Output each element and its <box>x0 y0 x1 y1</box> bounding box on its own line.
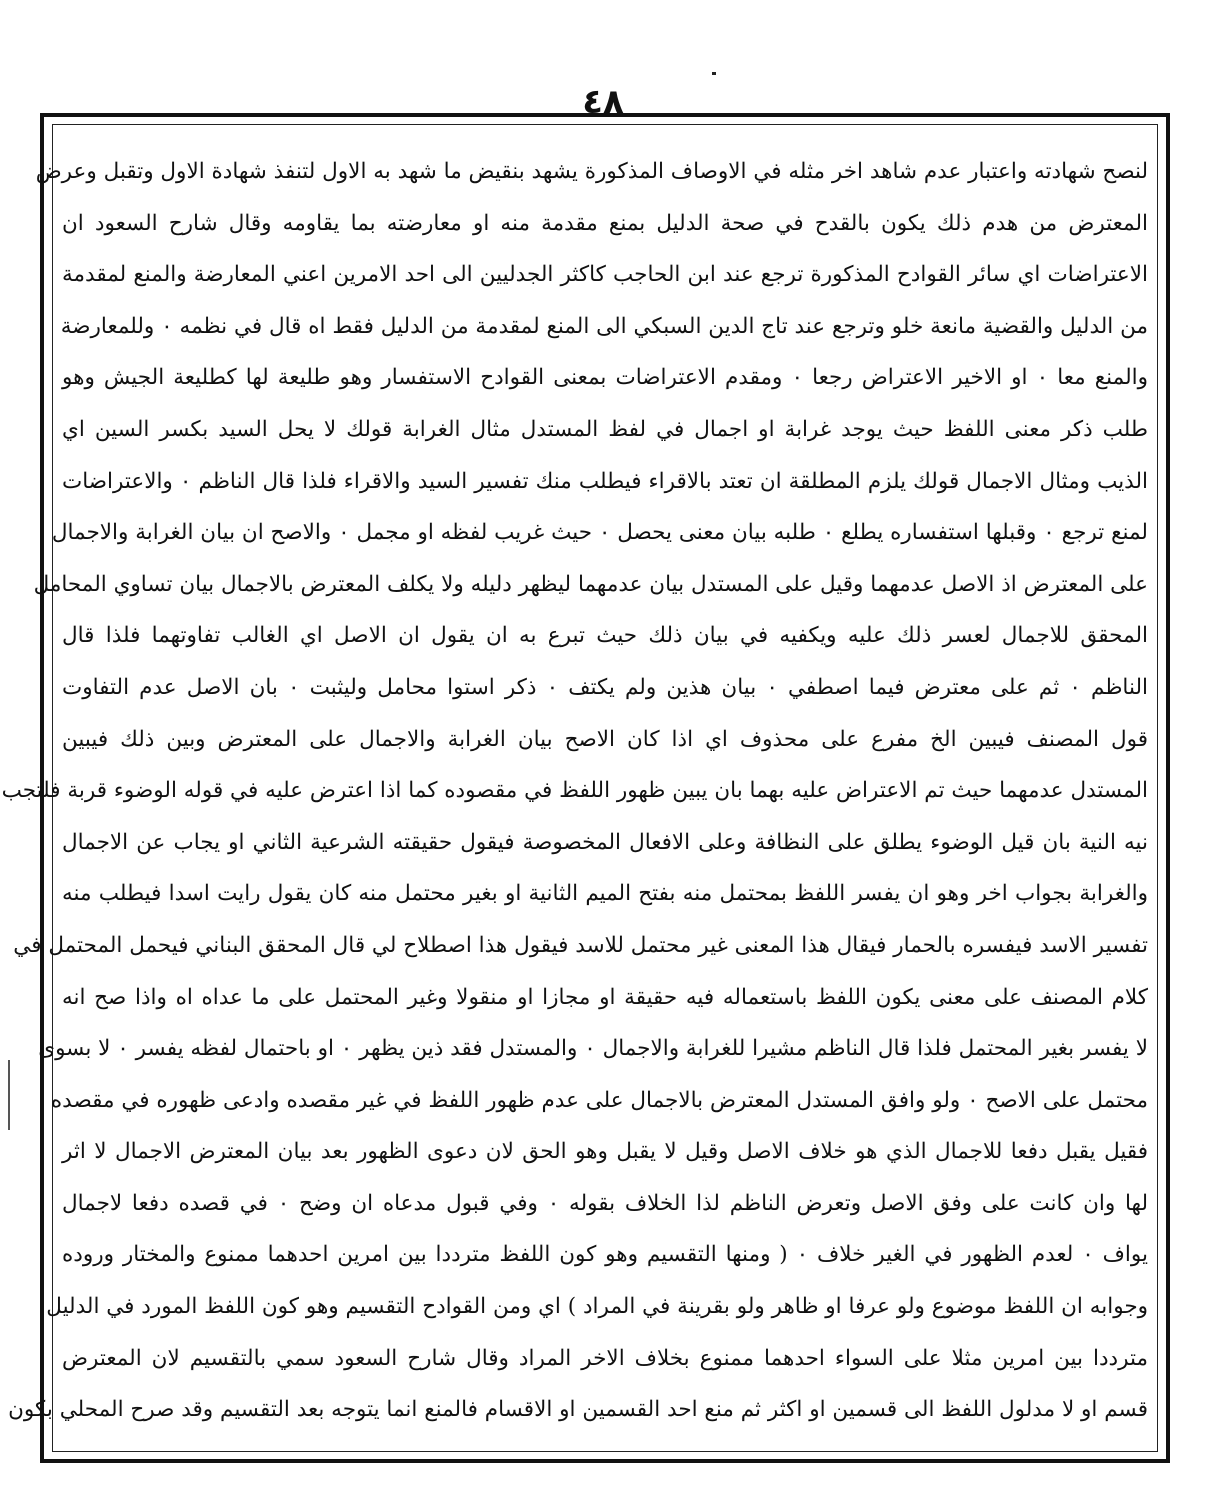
text-line: لا يفسر بغير المحتمل فلذا قال الناظم مشيرا للغرابة والاجمال ٠ والمستدل فقد ذين يظهر ٠ او باحتمال لفظه يفسر ٠ لا بسوى <box>38 1036 1148 1062</box>
text-line: فقيل يقبل دفعا للاجمال الذي هو خلاف الاصل وقيل لا يقبل وهو الحق لان دعوى الظهور بعد بيان المعترض الاجمال لا اثر <box>62 1139 1148 1165</box>
text-line: الذيب ومثال الاجمال قولك يلزم المطلقة ان تعتد بالاقراء فيطلب منك تفسير السيد والاقراء فلذا قال الناظم ٠ والاعتراضات <box>62 468 1148 494</box>
text-line: تفسير الاسد فيفسره بالحمار فيقال هذا المعنى غير محتمل للاسد فيقول هذا اصطلاح لي قال المحقق البناني فيحمل المحتمل في <box>13 932 1148 958</box>
text-line: مترددا بين امرين مثلا على السواء احدهما ممنوع بخلاف الاخر المراد وقال شارح السعود سمي بالتقسيم لان المعترض <box>62 1345 1148 1371</box>
text-line: المحقق للاجمال لعسر ذلك عليه ويكفيه في بيان ذلك حيث تبرع به ان يقول ان الاصل اي الغالب تفاوتهما فلذا قال <box>62 623 1148 649</box>
text-line: من الدليل والقضية مانعة خلو وترجع عند تاج الدين السبكي الى المنع لمقدمة من الدليل فقط اه قال في نظمه ٠ وللمعارضة <box>60 313 1148 339</box>
text-line: لنصح شهادته واعتبار عدم شاهد اخر مثله في الاوصاف المذكورة يشهد بنقيض ما شهد به الاول لتنفذ شهادة الاول وتقبل وعرض <box>35 159 1148 184</box>
text-line: المستدل عدمهما حيث تم الاعتراض عليه بهما بان يبين ظهور اللفظ في مقصوده كما اذا اعترض عليه في قوله الوضوء قربة فلتجب <box>1 778 1148 804</box>
text-line: وجوابه ان اللفظ موضوع ولو عرفا او ظاهر ولو بقرينة في المراد ) اي ومن القوادح التقسيم وهو كون اللفظ المورد في الدليل <box>46 1294 1148 1320</box>
text-line: المعترض من هدم ذلك يكون بالقدح في صحة الدليل بمنع مقدمة منه او معارضته بما يقاومه وقال شارح السعود ان <box>62 210 1148 236</box>
text-line: لمنع ترجع ٠ وقبلها استفساره يطلع ٠ طلبه بيان معنى يحصل ٠ حيث غريب لفظه او مجمل ٠ والاصح ان بيان الغرابة والاجمال <box>51 520 1148 546</box>
text-line: قسم او لا مدلول اللفظ الى قسمين او اكثر ثم منع احد القسمين او الاقسام فالمنع انما يتوجه بعد التقسيم وقد صرح المحلي بكون <box>8 1397 1148 1423</box>
ink-dot <box>712 72 716 75</box>
text-line: نيه النية بان قيل الوضوء يطلق على النظافة وعلى الافعال المخصوصة فيقول حقيقته الشرعية الثاني او يجاب عن الاجمال <box>62 829 1148 855</box>
text-line: قول المصنف فيبين الخ مفرع على محذوف اي اذا كان الاصح بيان الغرابة والاجمال على المعترض وبين ذلك فيبين <box>62 726 1148 752</box>
body-text <box>1 146 1149 1436</box>
text-line: والغرابة بجواب اخر وهو ان يفسر اللفظ بمحتمل منه بفتح الميم الثانية او بغير محتمل منه كان يقول رايت اسدا فيطلب منه <box>62 881 1148 907</box>
text-line: والمنع معا ٠ او الاخير الاعتراض رجعا ٠ ومقدم الاعتراضات بمعنى القوادح الاستفسار وهو طليعة لها كطليعة الجيش وهو <box>62 365 1148 391</box>
text-line: يواف ٠ لعدم الظهور في الغير خلاف ٠ ( ومنها التقسيم وهو كون اللفظ مترددا بين امرين احدهما ممنوع والمختار وروده <box>62 1242 1148 1268</box>
text-line: لها وان كانت على وفق الاصل وتعرض الناظم لذا الخلاف بقوله ٠ وفي قبول مدعاه ان وضح ٠ في قصده دفعا لاجمال <box>62 1190 1149 1216</box>
text-line: محتمل على الاصح ٠ ولو وافق المستدل المعترض بالاجمال على عدم ظهور اللفظ في غير مقصده وادعى ظهوره في مقصده <box>50 1087 1148 1113</box>
text-line: على المعترض اذ الاصل عدمهما وقيل على المستدل بيان عدمهما ليظهر دليله ولا يكلف المعترض بالاجمال بيان تساوي المحامل <box>33 571 1148 597</box>
text-line: كلام المصنف على معنى يكون اللفظ باستعماله فيه حقيقة او مجازا او منقولا وغير المحتمل على ما عداه اه واذا صح انه <box>62 984 1148 1010</box>
margin-mark <box>8 1060 10 1130</box>
text-line: الاعتراضات اي سائر القوادح المذكورة ترجع عند ابن الحاجب كاكثر الجدليين الى احد الامرين اعني المعارضة والمنع لمقدمة <box>62 262 1148 288</box>
page-number: ٤٨ <box>582 82 624 122</box>
text-line: الناظم ٠ ثم على معترض فيما اصطفي ٠ بيان هذين ولم يكتف ٠ ذكر استوا محامل وليثبت ٠ بان الاصل عدم التفاوت <box>62 674 1148 700</box>
text-line: طلب ذكر معنى اللفظ حيث يوجد غرابة او اجمال في لفظ المستدل مثال الغرابة قولك لا يحل السيد بكسر السين اي <box>62 416 1148 442</box>
